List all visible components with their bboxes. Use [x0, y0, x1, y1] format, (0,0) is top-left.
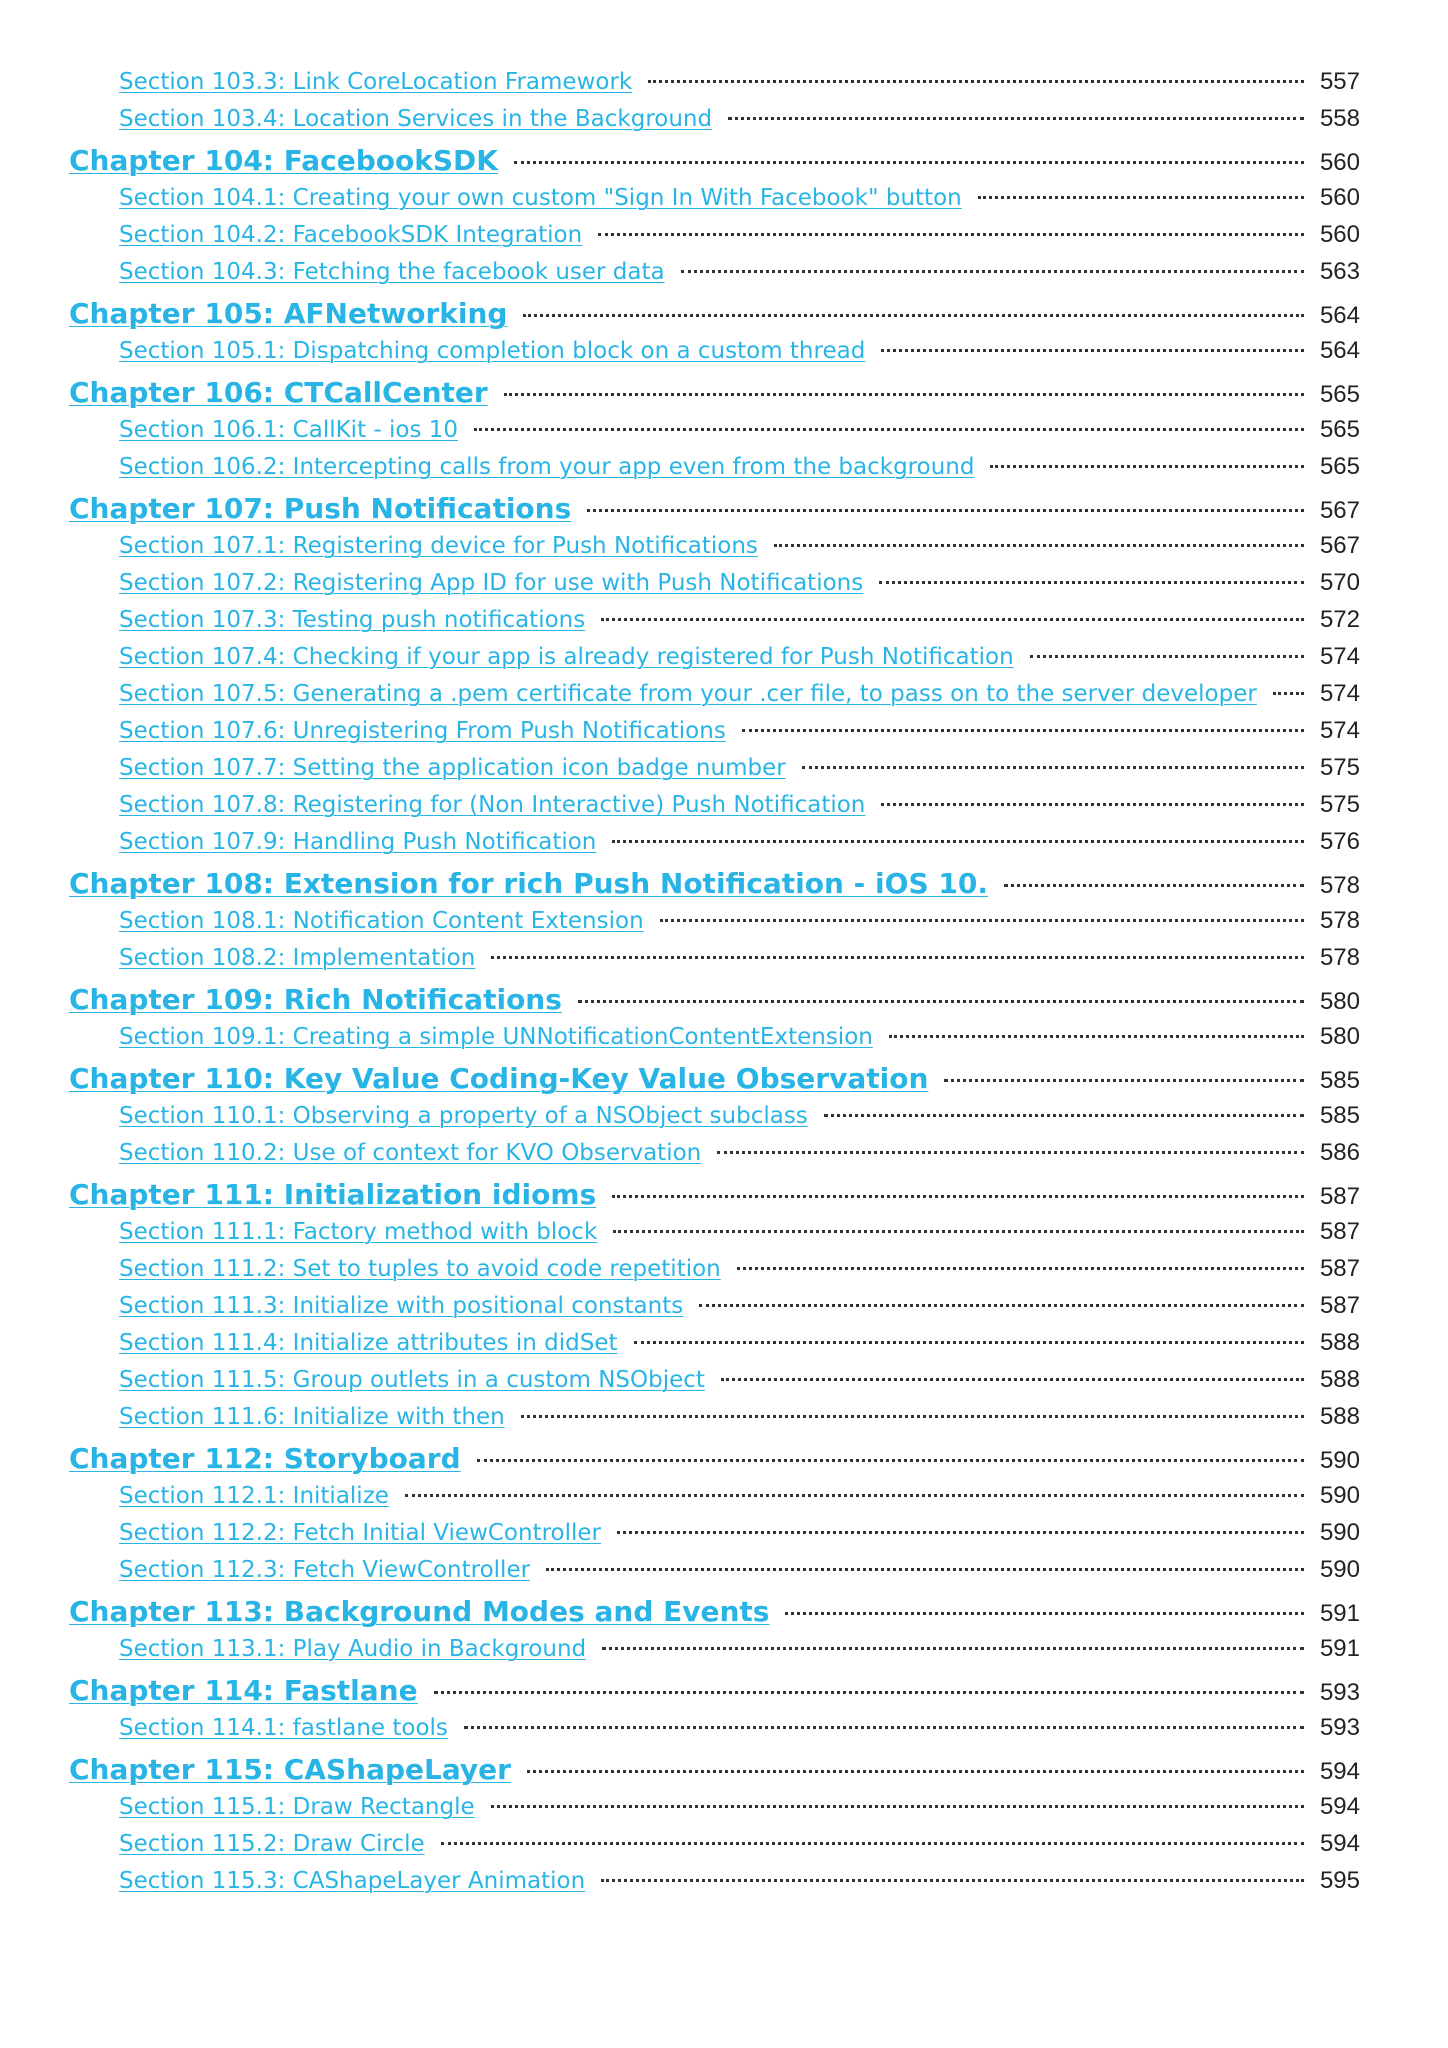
dot-leader: [879, 581, 1304, 584]
toc-section-entry[interactable]: [0, 643, 1448, 680]
dot-leader: [613, 1230, 1304, 1233]
section-title-link[interactable]: Section 107.7: Setting the application icon badge number: [119, 755, 786, 781]
section-title-link[interactable]: Section 114.1: fastlane tools: [119, 1715, 448, 1741]
section-title-link[interactable]: Section 113.1: Play Audio in Background: [119, 1636, 587, 1662]
dot-leader: [601, 618, 1304, 621]
dot-leader: [889, 1035, 1304, 1038]
toc-page-number: 567: [1319, 532, 1360, 559]
toc-chapter-entry[interactable]: [0, 983, 1448, 1023]
dot-leader: [441, 1842, 1304, 1845]
toc-chapter-entry[interactable]: [0, 376, 1448, 416]
section-title-link[interactable]: Section 110.2: Use of context for KVO Observation: [119, 1140, 702, 1166]
toc-section-entry[interactable]: [0, 791, 1448, 828]
dot-leader: [728, 117, 1304, 120]
section-title-link[interactable]: Section 107.3: Testing push notifications: [119, 607, 586, 633]
toc-page-number: 574: [1319, 643, 1360, 670]
toc-page-number: 594: [1319, 1830, 1360, 1857]
dot-leader: [434, 1691, 1304, 1694]
toc-page-number: 587: [1319, 1218, 1360, 1245]
toc-section-entry[interactable]: [0, 1714, 1448, 1751]
toc-page-number: 578: [1319, 907, 1360, 934]
toc-section-entry[interactable]: [0, 1482, 1448, 1519]
toc-page-number: 586: [1319, 1139, 1360, 1166]
toc-page-number: 585: [1319, 1102, 1360, 1129]
toc-page-number: 575: [1319, 791, 1360, 818]
section-title-link[interactable]: Section 108.1: Notification Content Extension: [119, 908, 644, 934]
toc-section-entry[interactable]: [0, 221, 1448, 258]
section-title-link[interactable]: Section 111.5: Group outlets in a custom NSObject: [119, 1367, 705, 1393]
dot-leader: [944, 1079, 1304, 1082]
section-title-link[interactable]: Section 111.2: Set to tuples to avoid code repetition: [119, 1256, 721, 1282]
dot-leader: [491, 956, 1304, 959]
toc-section-entry[interactable]: [0, 1102, 1448, 1139]
toc-page-number: 591: [1319, 1600, 1360, 1627]
dot-leader: [699, 1304, 1304, 1307]
chapter-title-link[interactable]: Chapter 106: CTCallCenter: [69, 376, 488, 409]
toc-section-entry[interactable]: [0, 754, 1448, 791]
toc-chapter-entry[interactable]: [0, 492, 1448, 532]
toc-chapter-entry[interactable]: [0, 1062, 1448, 1102]
toc-section-entry[interactable]: [0, 1255, 1448, 1292]
toc-chapter-entry[interactable]: [0, 297, 1448, 337]
toc-page-number: 585: [1319, 1067, 1360, 1094]
dot-leader: [527, 1770, 1304, 1773]
toc-page-number: 590: [1319, 1447, 1360, 1474]
toc-page-number: 564: [1319, 337, 1360, 364]
section-title-link[interactable]: Section 111.1: Factory method with block: [119, 1219, 598, 1245]
dot-leader: [660, 919, 1304, 922]
dot-leader: [990, 465, 1304, 468]
section-title-link[interactable]: Section 107.5: Generating a .pem certificate from your .cer file, to pass on to the server developer: [119, 681, 1257, 707]
toc-section-entry[interactable]: [0, 453, 1448, 490]
section-title-link[interactable]: Section 107.2: Registering App ID for use with Push Notifications: [119, 570, 864, 596]
dot-leader: [634, 1341, 1305, 1344]
toc-section-entry[interactable]: [0, 1023, 1448, 1060]
section-title-link[interactable]: Section 105.1: Dispatching completion block on a custom thread: [119, 338, 866, 364]
dot-leader: [477, 1459, 1304, 1462]
toc-page-number: 560: [1319, 184, 1360, 211]
chapter-title-link[interactable]: Chapter 112: Storyboard: [69, 1442, 461, 1475]
toc-page-number: 593: [1319, 1679, 1360, 1706]
section-title-link[interactable]: Section 104.3: Fetching the facebook user data: [119, 259, 665, 285]
dot-leader: [405, 1494, 1304, 1497]
toc-section-entry[interactable]: [0, 680, 1448, 717]
toc-section-entry[interactable]: [0, 337, 1448, 374]
chapter-title-link[interactable]: Chapter 108: Extension for rich Push Notification - iOS 10.: [69, 867, 988, 900]
toc-page-number: 591: [1319, 1635, 1360, 1662]
toc-section-entry[interactable]: [0, 1867, 1448, 1904]
section-title-link[interactable]: Section 112.3: Fetch ViewController: [119, 1557, 531, 1583]
toc-page-number: 587: [1319, 1292, 1360, 1319]
toc-page-number: 580: [1319, 988, 1360, 1015]
dot-leader: [881, 803, 1304, 806]
toc-page-number: 558: [1319, 105, 1360, 132]
toc-section-entry[interactable]: [0, 717, 1448, 754]
table-of-contents: [0, 68, 1448, 1904]
toc-page-number: 565: [1319, 381, 1360, 408]
toc-page-number: 594: [1319, 1793, 1360, 1820]
toc-page-number: 590: [1319, 1482, 1360, 1509]
toc-page-number: 594: [1319, 1758, 1360, 1785]
toc-section-entry[interactable]: [0, 1139, 1448, 1176]
dot-leader: [491, 1805, 1304, 1808]
dot-leader: [598, 233, 1304, 236]
toc-page-number: 572: [1319, 606, 1360, 633]
toc-section-entry[interactable]: [0, 1366, 1448, 1403]
toc-chapter-entry[interactable]: [0, 1178, 1448, 1218]
toc-section-entry[interactable]: [0, 1519, 1448, 1556]
section-title-link[interactable]: Section 115.3: CAShapeLayer Animation: [119, 1868, 586, 1894]
dot-leader: [504, 393, 1304, 396]
toc-page-number: 570: [1319, 569, 1360, 596]
section-title-link[interactable]: Section 104.1: Creating your own custom "Sign In With Facebook" button: [119, 185, 962, 211]
dot-leader: [521, 1415, 1304, 1418]
toc-page-number: 588: [1319, 1329, 1360, 1356]
section-title-link[interactable]: Section 108.2: Implementation: [119, 945, 476, 971]
chapter-title-link[interactable]: Chapter 109: Rich Notifications: [69, 983, 562, 1016]
toc-page-number: 576: [1319, 828, 1360, 855]
toc-chapter-entry[interactable]: [0, 867, 1448, 907]
toc-section-entry[interactable]: [0, 184, 1448, 221]
toc-section-entry[interactable]: [0, 68, 1448, 105]
toc-page-number: 564: [1319, 302, 1360, 329]
toc-section-entry[interactable]: [0, 1292, 1448, 1329]
section-title-link[interactable]: Section 112.2: Fetch Initial ViewController: [119, 1520, 602, 1546]
dot-leader: [546, 1568, 1304, 1571]
chapter-title-link[interactable]: Chapter 107: Push Notifications: [69, 492, 572, 525]
chapter-title-link[interactable]: Chapter 114: Fastlane: [69, 1674, 418, 1707]
section-title-link[interactable]: Section 111.3: Initialize with positional constants: [119, 1293, 684, 1319]
toc-section-entry[interactable]: [0, 1329, 1448, 1366]
toc-section-entry[interactable]: [0, 1556, 1448, 1593]
toc-page-number: 590: [1319, 1556, 1360, 1583]
dot-leader: [774, 544, 1304, 547]
chapter-title-link[interactable]: Chapter 105: AFNetworking: [69, 297, 508, 330]
section-title-link[interactable]: Section 111.4: Initialize attributes in didSet: [119, 1330, 618, 1356]
dot-leader: [587, 509, 1304, 512]
toc-chapter-entry[interactable]: [0, 1595, 1448, 1635]
toc-chapter-entry[interactable]: [0, 1753, 1448, 1793]
dot-leader: [514, 161, 1304, 164]
section-title-link[interactable]: Section 103.4: Location Services in the Background: [119, 106, 713, 132]
dot-leader: [464, 1726, 1304, 1729]
dot-leader: [978, 196, 1304, 199]
dot-leader: [612, 1195, 1304, 1198]
dot-leader: [523, 314, 1304, 317]
dot-leader: [681, 270, 1304, 273]
section-title-link[interactable]: Section 106.1: CallKit - ios 10: [119, 417, 459, 443]
toc-page-number: 563: [1319, 258, 1360, 285]
toc-page-number: 593: [1319, 1714, 1360, 1741]
dot-leader: [717, 1151, 1304, 1154]
toc-page-number: 560: [1319, 221, 1360, 248]
dot-leader: [601, 1879, 1304, 1882]
toc-section-entry[interactable]: [0, 1218, 1448, 1255]
chapter-title-link[interactable]: Chapter 111: Initialization idioms: [69, 1178, 597, 1211]
toc-section-entry[interactable]: [0, 907, 1448, 944]
toc-section-entry[interactable]: [0, 944, 1448, 981]
toc-section-entry[interactable]: [0, 1635, 1448, 1672]
dot-leader: [578, 1000, 1304, 1003]
dot-leader: [785, 1612, 1304, 1615]
toc-page-number: 574: [1319, 680, 1360, 707]
toc-section-entry[interactable]: [0, 1793, 1448, 1830]
dot-leader: [1273, 692, 1304, 695]
section-title-link[interactable]: Section 107.9: Handling Push Notification: [119, 829, 597, 855]
toc-chapter-entry[interactable]: [0, 1442, 1448, 1482]
dot-leader: [742, 729, 1304, 732]
dot-leader: [612, 840, 1304, 843]
toc-page-number: 587: [1319, 1183, 1360, 1210]
dot-leader: [617, 1531, 1304, 1534]
section-title-link[interactable]: Section 107.1: Registering device for Push Notifications: [119, 533, 758, 559]
dot-leader: [474, 428, 1304, 431]
section-title-link[interactable]: Section 107.4: Checking if your app is already registered for Push Notification: [119, 644, 1014, 670]
toc-page-number: 578: [1319, 872, 1360, 899]
toc-section-entry[interactable]: [0, 416, 1448, 453]
section-title-link[interactable]: Section 107.6: Unregistering From Push Notifications: [119, 718, 726, 744]
section-title-link[interactable]: Section 104.2: FacebookSDK Integration: [119, 222, 583, 248]
dot-leader: [602, 1647, 1304, 1650]
toc-page-number: 574: [1319, 717, 1360, 744]
toc-page-number: 567: [1319, 497, 1360, 524]
toc-page-number: 595: [1319, 1867, 1360, 1894]
section-title-link[interactable]: Section 115.1: Draw Rectangle: [119, 1794, 475, 1820]
toc-page-number: 590: [1319, 1519, 1360, 1546]
toc-page-number: 560: [1319, 149, 1360, 176]
toc-section-entry[interactable]: [0, 828, 1448, 865]
section-title-link[interactable]: Section 106.2: Intercepting calls from your app even from the background: [119, 454, 975, 480]
dot-leader: [802, 766, 1304, 769]
section-title-link[interactable]: Section 109.1: Creating a simple UNNotificationContentExtension: [119, 1024, 873, 1050]
toc-section-entry[interactable]: [0, 1830, 1448, 1867]
section-title-link[interactable]: Section 111.6: Initialize with then: [119, 1404, 505, 1430]
toc-page-number: 557: [1319, 68, 1360, 95]
chapter-title-link[interactable]: Chapter 110: Key Value Coding-Key Value Observation: [69, 1062, 929, 1095]
chapter-title-link[interactable]: Chapter 104: FacebookSDK: [69, 144, 498, 177]
toc-page-number: 580: [1319, 1023, 1360, 1050]
toc-section-entry[interactable]: [0, 606, 1448, 643]
dot-leader: [648, 80, 1304, 83]
dot-leader: [824, 1114, 1304, 1117]
chapter-title-link[interactable]: Chapter 113: Background Modes and Events: [69, 1595, 770, 1628]
section-title-link[interactable]: Section 107.8: Registering for (Non Interactive) Push Notification: [119, 792, 866, 818]
dot-leader: [1030, 655, 1304, 658]
dot-leader: [721, 1378, 1304, 1381]
toc-page-number: 588: [1319, 1366, 1360, 1393]
toc-section-entry[interactable]: [0, 105, 1448, 142]
dot-leader: [1004, 884, 1304, 887]
toc-section-entry[interactable]: [0, 569, 1448, 606]
toc-chapter-entry[interactable]: [0, 144, 1448, 184]
toc-page-number: 587: [1319, 1255, 1360, 1282]
toc-page-number: 575: [1319, 754, 1360, 781]
chapter-title-link[interactable]: Chapter 115: CAShapeLayer: [69, 1753, 511, 1786]
toc-page-number: 565: [1319, 416, 1360, 443]
toc-page-number: 565: [1319, 453, 1360, 480]
toc-section-entry[interactable]: [0, 1403, 1448, 1440]
section-title-link[interactable]: Section 115.2: Draw Circle: [119, 1831, 425, 1857]
toc-section-entry[interactable]: [0, 258, 1448, 295]
toc-page-number: 578: [1319, 944, 1360, 971]
toc-page-number: 588: [1319, 1403, 1360, 1430]
section-title-link[interactable]: Section 103.3: Link CoreLocation Framework: [119, 69, 633, 95]
dot-leader: [737, 1267, 1304, 1270]
dot-leader: [881, 349, 1304, 352]
section-title-link[interactable]: Section 110.1: Observing a property of a NSObject subclass: [119, 1103, 808, 1129]
toc-chapter-entry[interactable]: [0, 1674, 1448, 1714]
toc-section-entry[interactable]: [0, 532, 1448, 569]
section-title-link[interactable]: Section 112.1: Initialize: [119, 1483, 389, 1509]
